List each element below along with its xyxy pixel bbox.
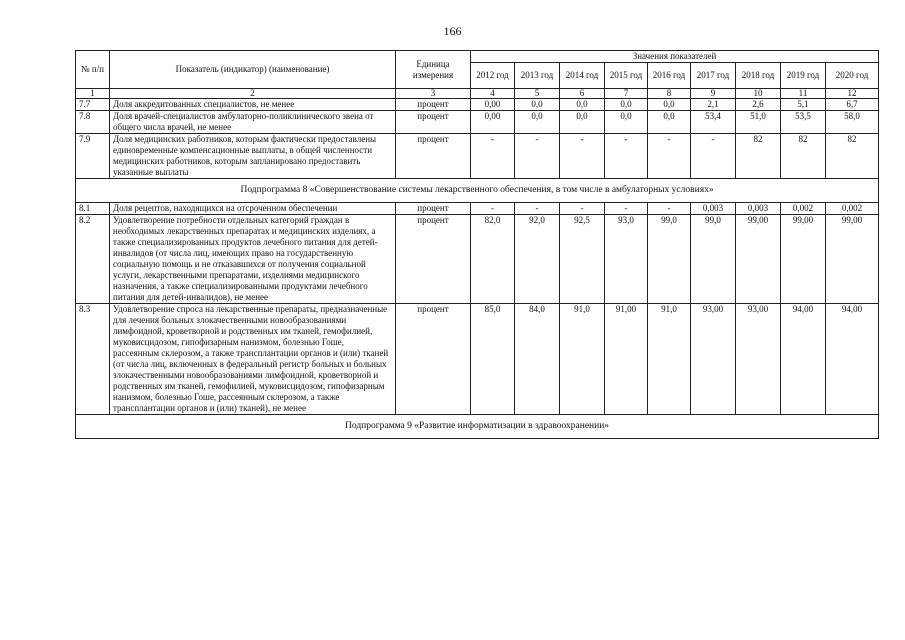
indicator-name: Доля аккредитованных специалистов, не менее [110, 99, 396, 111]
indicator-name: Удовлетворение спроса на лекарственные препараты, предназначенные для лечения больных злокачественными новообразованиями лимфоидной, кроветворной и родственных им тканей, гемофилией, муковисцидозом, гипофизарным нанизмом, болезнью Гоше, рассеянным склерозом, а также трансплантации органов и (или) тканей (от числа лиц, включенных в федеральный регистр больных и больных злокачественными новообразованиями лимфоидной, кроветворной и родственных им тканей, гемофилией, муковисцидозом, гипофизарным нанизмом, болезнью Гоше, рассеянным склерозом, а также трансплантации органов и (или) тканей), не менее [110, 304, 396, 415]
indicator-name: Доля рецептов, находящихся на отсроченном обеспечении [110, 203, 396, 215]
value-cell: 99,00 [736, 215, 781, 304]
value-cell: 92,5 [560, 215, 605, 304]
col-number: 12 [826, 89, 879, 99]
page-number: 166 [443, 24, 462, 38]
value-cell: 85,0 [471, 304, 515, 415]
value-cell: - [648, 203, 691, 215]
value-cell: 99,0 [691, 215, 736, 304]
table-row [76, 203, 879, 215]
value-cell: - [471, 134, 515, 179]
value-cell: 94,00 [781, 304, 826, 415]
value-cell: 92,0 [515, 215, 560, 304]
value-cell: - [605, 203, 648, 215]
value-cell: 53,5 [781, 111, 826, 134]
unit-cell: процент [396, 111, 471, 134]
unit-cell: процент [396, 304, 471, 415]
value-cell: 99,00 [781, 215, 826, 304]
header-year: 2018 год [736, 63, 781, 89]
col-number: 10 [736, 89, 781, 99]
value-cell: 53,4 [691, 111, 736, 134]
col-number: 3 [396, 89, 471, 99]
header-year: 2020 год [826, 63, 879, 89]
indicator-name: Удовлетворение потребности отдельных категорий граждан в необходимых лекарственных препаратах и медицинских изделиях, а также специализированных продуктов лечебного питания для детей-инвалидов (от числа лиц, имеющих право на государственную социальную помощь и не отказавшихся от получения социальной услуги, лекарственными препаратами, изделиями медицинского назначения, а также специализированными продуктами лечебного питания для детей-инвалидов), не менее [110, 215, 396, 304]
value-cell: - [648, 134, 691, 179]
value-cell: 0,0 [560, 111, 605, 134]
row-number: 8.2 [76, 215, 110, 304]
col-number: 1 [76, 89, 110, 99]
row-number: 8.1 [76, 203, 110, 215]
row-number: 7.8 [76, 111, 110, 134]
value-cell: 58,0 [826, 111, 879, 134]
value-cell: - [605, 134, 648, 179]
unit-cell: процент [396, 203, 471, 215]
col-number: 4 [471, 89, 515, 99]
value-cell: 0,0 [515, 111, 560, 134]
unit-cell: процент [396, 134, 471, 179]
subprogram-row [76, 415, 879, 439]
row-number: 8.3 [76, 304, 110, 415]
value-cell: 0,0 [515, 99, 560, 111]
value-cell: - [515, 134, 560, 179]
value-cell: 93,0 [605, 215, 648, 304]
value-cell: 0,00 [471, 99, 515, 111]
row-number: 7.7 [76, 99, 110, 111]
value-cell: 82 [781, 134, 826, 179]
indicators-table [75, 50, 879, 439]
value-cell: 91,0 [560, 304, 605, 415]
table-row [76, 111, 879, 134]
value-cell: 91,0 [648, 304, 691, 415]
value-cell: 2,1 [691, 99, 736, 111]
header-year: 2015 год [605, 63, 648, 89]
header-values: Значения показателей [471, 51, 879, 63]
value-cell: 0,003 [691, 203, 736, 215]
value-cell: 84,0 [515, 304, 560, 415]
col-number: 9 [691, 89, 736, 99]
table-row [76, 99, 879, 111]
header-year: 2017 год [691, 63, 736, 89]
col-number: 11 [781, 89, 826, 99]
value-cell: 0,0 [605, 99, 648, 111]
value-cell: 99,0 [648, 215, 691, 304]
table-row [76, 134, 879, 179]
value-cell: 0,0 [560, 99, 605, 111]
value-cell: 82 [736, 134, 781, 179]
value-cell: 99,00 [826, 215, 879, 304]
value-cell: 0,002 [826, 203, 879, 215]
table-row [76, 215, 879, 304]
header-indicator: Показатель (индикатор) (наименование) [110, 51, 396, 89]
subprogram-title: Подпрограмма 8 «Совершенствование системы лекарственного обеспечения, в том числе в амбулаторных условиях» [76, 179, 879, 203]
header-year: 2012 год [471, 63, 515, 89]
value-cell: 51,0 [736, 111, 781, 134]
header-year: 2016 год [648, 63, 691, 89]
header-num: № п/п [76, 51, 110, 89]
value-cell: 82 [826, 134, 879, 179]
header-year: 2013 год [515, 63, 560, 89]
indicator-name: Доля врачей-специалистов амбулаторно-поликлинического звена от общего числа врачей, не менее [110, 111, 396, 134]
value-cell: 0,003 [736, 203, 781, 215]
value-cell: 93,00 [736, 304, 781, 415]
value-cell: 2,6 [736, 99, 781, 111]
col-number: 6 [560, 89, 605, 99]
subprogram-title: Подпрограмма 9 «Развитие информатизации в здравоохранении» [76, 415, 879, 439]
value-cell: - [560, 134, 605, 179]
row-number: 7.9 [76, 134, 110, 179]
value-cell: 94,00 [826, 304, 879, 415]
value-cell: 0,0 [648, 111, 691, 134]
value-cell: 0,0 [648, 99, 691, 111]
header-unit: Единица измерения [396, 51, 471, 89]
subprogram-row [76, 179, 879, 203]
col-number: 2 [110, 89, 396, 99]
indicator-name: Доля медицинских работников, которым фактически предоставлены единовременные компенсационные выплаты, в общей численности медицинских работников, которым запланировано предоставить указанные выплаты [110, 134, 396, 179]
value-cell: 5,1 [781, 99, 826, 111]
unit-cell: процент [396, 99, 471, 111]
col-number: 7 [605, 89, 648, 99]
value-cell: 82,0 [471, 215, 515, 304]
value-cell: 6,7 [826, 99, 879, 111]
value-cell: 0,002 [781, 203, 826, 215]
header-year: 2014 год [560, 63, 605, 89]
value-cell: 93,00 [691, 304, 736, 415]
unit-cell: процент [396, 215, 471, 304]
col-number: 5 [515, 89, 560, 99]
value-cell: - [471, 203, 515, 215]
value-cell: - [560, 203, 605, 215]
col-number: 8 [648, 89, 691, 99]
column-number-row [76, 89, 879, 99]
header-year: 2019 год [781, 63, 826, 89]
value-cell: - [691, 134, 736, 179]
value-cell: 91,00 [605, 304, 648, 415]
value-cell: 0,0 [605, 111, 648, 134]
value-cell: 0,00 [471, 111, 515, 134]
table-row [76, 304, 879, 415]
value-cell: - [515, 203, 560, 215]
